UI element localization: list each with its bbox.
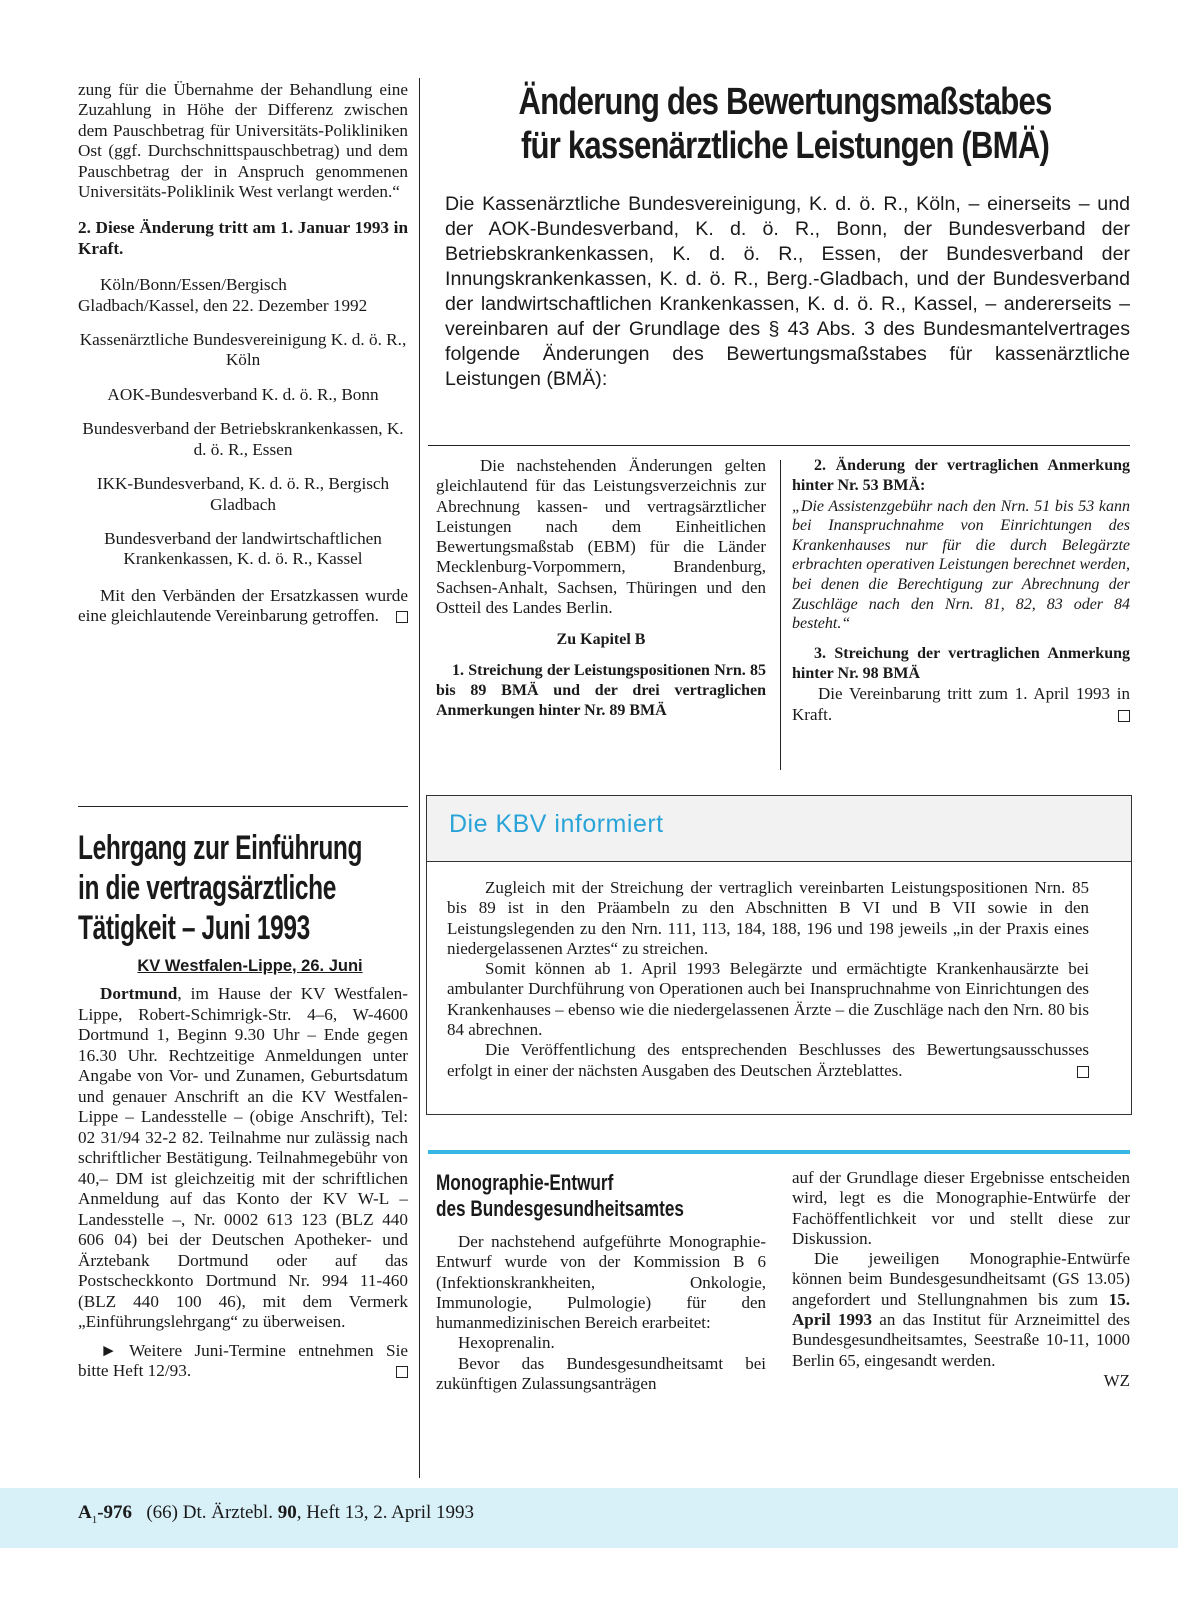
kbv-paragraph-3: Die Veröffentlichung des entsprechenden Beschlusses des Bewertungsausschusses erfolgt in einer der nächsten Ausgaben des Deutschen Ärzteblattes. (447, 1040, 1089, 1080)
signatory-ikk: IKK-Bundesverband, K. d. ö. R., Bergisch Gladbach (96, 474, 390, 514)
end-mark-icon (1077, 1066, 1089, 1078)
article-title (440, 80, 1130, 168)
closing-note: Mit den Verbänden der Ersatzkassen wurde eine gleichlautende Vereinbarung getroffen. (78, 585, 408, 626)
scope-paragraph: Die nachstehenden Änderungen gelten gleichlautend für das Leistungsverzeichnis zur Abrechnung kassen- und vertragsärztlicher Leistungen nach dem Einheitlichen Bewertungsmaßstab (EBM) für die Länder Mecklenburg-Vorpommern, Brandenburg, Sachsen-Anhalt, Sachsen, Thüringen und den Ostteil des Landes Berlin. (436, 456, 766, 618)
deadline-date: 15. April 1993 (792, 1289, 1130, 1330)
left-column-top (78, 80, 408, 627)
item-1: 1. Streichung der Leistungspositionen Nrn. 85 bis 89 BMÄ und der drei vertraglichen Anmerkungen hinter Nr. 89 BMÄ (436, 661, 766, 720)
section-divider (78, 806, 408, 807)
mono-paragraph-2: Bevor das Bundesgesundheitsamt bei zukünftigen Zulassungsanträgen (436, 1353, 766, 1394)
effective-date-item: 2. Diese Änderung tritt am 1. Januar 1993 in Kraft. (78, 218, 408, 258)
mono-title-line-1: Monographie-Entwurf (436, 1170, 614, 1195)
accent-divider (428, 1150, 1130, 1154)
intro-paragraph: Die Kassenärztliche Bundesvereinigung, K. d. ö. R., Köln, – einerseits – und der AOK-Bundesverband, K. d. ö. R., Bonn, der Bundesverband der Betriebskrankenkassen, K. d. ö. R., Essen, der Bundesverband der Innungskrankenkassen, K. d. ö. R., Berg.-Gladbach, und der Bundesverband der landwirtschaftlichen Krankenkassen, K. d. ö. R., Kassel, – andererseits – vereinbaren auf der Grundlage des § 43 Abs. 3 des Bundesmantelvertrages folgende Änderungen des Bewertungsmaßstabes für kassenärztliche Leistungen (BMÄ): (445, 193, 1130, 390)
page-number: -976 (97, 1502, 133, 1523)
middle-column (436, 456, 766, 722)
page-code-sub: 1 (91, 1513, 98, 1526)
title-line-1: Änderung des Bewertungsmaßstabes (518, 81, 1052, 123)
mono-title-line-2: des Bundesgesundheitsamtes (436, 1196, 684, 1221)
continuation-paragraph: zung für die Übernahme der Behandlung eine Zuzahlung in Höhe der Differenz zwischen dem Pauschbetrag für Universitäts-Polikliniken Ost (ggf. Durchschnittspauschbetrag) und dem Pauschbetrag der in Anspruch genommenen Universitäts-Poliklinik West verlangt werden.“ (78, 80, 408, 202)
lehrgang-title (78, 828, 458, 948)
page-footer (78, 1502, 474, 1526)
title-line-2: für kassenärztliche Leistungen (BMÄ) (520, 125, 1050, 167)
intro-divider (428, 445, 1130, 446)
item-3: 3. Streichung der vertraglichen Anmerkung hinter Nr. 98 BMÄ (792, 644, 1130, 683)
end-mark-icon (1118, 710, 1130, 722)
subcolumn-divider (780, 460, 781, 770)
kbv-paragraph-1: Zugleich mit der Streichung der vertraglich vereinbarten Leistungspositionen Nrn. 85 bis 89 ist in den Präambeln zu den Abschnitten B VI und B VII sowie in den Leistungslegenden zu den Nrn. 111, 113, 184, 188, 196 und 198 jeweils „in der Praxis eines niedergelassenen Arztes“ zu streichen. (447, 878, 1089, 958)
lehrgang-title-line-1: Lehrgang zur Einführung (78, 829, 363, 867)
lehrgang-lead: Dortmund (100, 984, 178, 1003)
mono-right-paragraph-1: auf der Grundlage dieser Ergebnisse entscheiden wird, legt es die Monographie-Entwürfe der Fachöffentlichkeit vor und stellt diese zur Diskussion. (792, 1168, 1130, 1248)
place-date: Köln/Bonn/Essen/Bergisch Gladbach/Kassel, den 22. Dezember 1992 (78, 275, 368, 315)
signatory-lkk: Bundesverband der landwirtschaftlichen Krankenkassen, K. d. ö. R., Kassel (104, 528, 382, 569)
mono-right-column: auf der Grundlage dieser Ergebnisse entscheiden wird, legt es die Monographie-Entwürfe der Fachöffentlichkeit vor und stellt diese zur Diskussion. Die jeweiligen Monographie-Entwürfe können beim Bundesgesundheitsamt (GS 13.05) angefordert und Stellungnahmen bis zum 15. April 1993 an das Institut für Arzneimittel des Bundesgesundheitsamtes, Seestraße 10-11, 1000 Berlin 65, eingesandt werden. WZ (792, 1168, 1130, 1390)
lehrgang-paragraph: Dortmund, im Hause der KV Westfalen-Lippe, Robert-Schimrigk-Str. 4–6, W-4600 Dortmund 1, Beginn 9.30 Uhr – Ende gegen 16.30 Uhr. Rechtzeitige Anmeldungen unter Angabe von Vor- und Zunamen, Geburtsdatum und genauer Anschrift an die KV Westfalen-Lippe – Landesstelle – (obige Anschrift), Tel: 02 31/94 32-2 82. Teilnahme nur zulässig nach schriftlicher Bestätigung. Teilnahmegebühr von 40,– DM ist gleichzeitig mit der schriftlichen Anmeldung auf das Konto der KV W-L – Landesstelle –, Nr. 0002 613 123 (BLZ 440 606 04) bei der Deutschen Apotheker- und Ärztebank Dortmund oder auf das Postscheckkonto Dortmund Nr. 994 11-460 (BLZ 440 100 46), mit dem Vermerk „Einführungslehrgang“ zu überweisen. (78, 984, 408, 1331)
column-divider (419, 78, 420, 1478)
kbv-info-box (426, 795, 1132, 1115)
signatory-aok: AOK-Bundesverband K. d. ö. R., Bonn (107, 384, 379, 404)
mono-paragraph-1: Der nachstehend aufgeführte Monographie-Entwurf wurde von der Kommission B 6 (Infektionskrankheiten, Onkologie, Immunologie, Pulmologie) für den humanmedizinischen Bereich erarbeitet: (436, 1232, 766, 1333)
right-column (792, 456, 1130, 725)
kbv-box-text (447, 878, 1089, 1081)
journal-ref: (66) Dt. Ärztebl. (146, 1502, 278, 1523)
end-mark-icon (396, 1366, 408, 1378)
mono-drug: Hexoprenalin. (458, 1333, 555, 1353)
lehrgang-body (78, 984, 408, 1382)
more-dates-note: ► Weitere Juni-Termine entnehmen Sie bitte Heft 12/93. (78, 1340, 408, 1380)
chapter-heading: Zu Kapitel B (556, 631, 646, 649)
signatory-bkk: Bundesverband der Betriebskrankenkassen, K. d. ö. R., Essen (82, 419, 404, 459)
mono-title (436, 1170, 766, 1222)
end-mark-icon (396, 611, 408, 623)
lehrgang-title-line-3: Tätigkeit – Juni 1993 (78, 909, 310, 947)
issue-date: , Heft 13, 2. April 1993 (296, 1502, 475, 1523)
kbv-box-title: Die KBV informiert (449, 810, 664, 838)
page-code: A (78, 1502, 92, 1523)
volume-number: 90 (277, 1502, 297, 1523)
item-2: 2. Änderung der vertraglichen Anmerkung hinter Nr. 53 BMÄ: (792, 457, 1130, 495)
amendment-quote: „Die Assistenzgebühr nach den Nrn. 51 bis 53 kann bei Inanspruchnahme von Einrichtungen des Krankenhauses nur für die durch Belegärzte erbrachten operativen Leistungen berechnet werden, bei denen die Berechtigung zur Abrechnung der Zuschläge nach den Nrn. 81, 82, 83 oder 84 besteht.“ (792, 497, 1130, 633)
mono-right-paragraph-2: Die jeweiligen Monographie-Entwürfe können beim Bundesgesundheitsamt (GS 13.05) angefordert und Stellungnahmen bis zum 15. April 1993 an das Institut für Arzneimittel des Bundesgesundheitsamtes, Seestraße 10-11, 1000 Berlin 65, eingesandt werden. (792, 1249, 1130, 1370)
kbv-box-header (427, 796, 1131, 862)
effective-note: Die Vereinbarung tritt zum 1. April 1993 in Kraft. (792, 684, 1130, 724)
lehrgang-subtitle: KV Westfalen-Lippe, 26. Juni (137, 957, 363, 975)
lehrgang-title-line-2: in die vertragsärztliche (78, 869, 337, 907)
mono-left-column (436, 1232, 766, 1394)
signatory-kbv: Kassenärztliche Bundesvereinigung K. d. ö. R., Köln (79, 330, 407, 370)
kbv-paragraph-2: Somit können ab 1. April 1993 Belegärzte und ermächtigte Krankenhausärzte bei ambulanter Durchführung von Operationen auch bei Inanspruchnahme von Einrichtungen des Krankenhauses – ebenso wie die niedergelassenen Ärzte – die Zuschläge nach den Nrn. 80 bis 84 abrechnen. (447, 959, 1089, 1040)
